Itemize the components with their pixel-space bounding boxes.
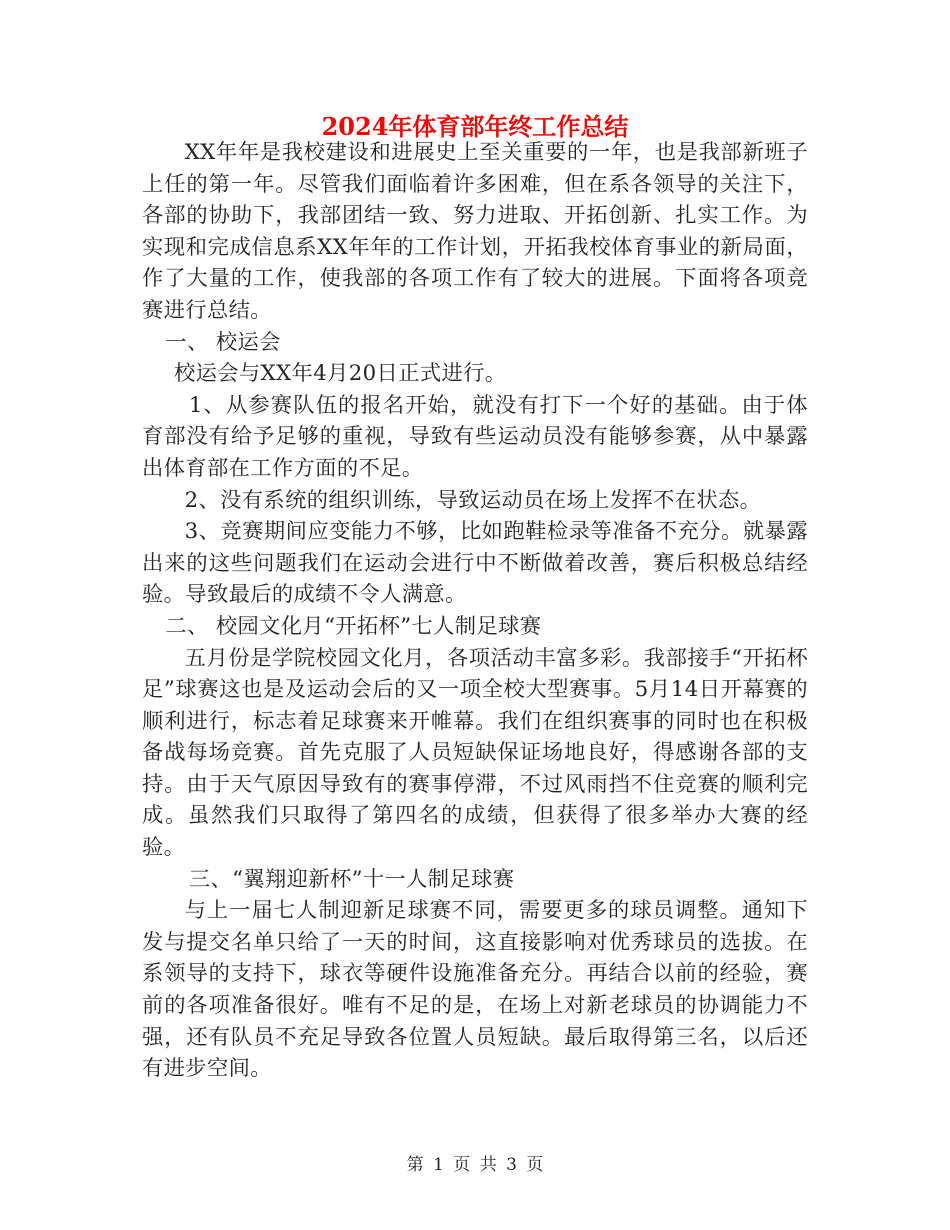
sports-meet-point-2: 2、没有系统的组织训练，导致运动员在场上发挥不在状态。 <box>184 487 762 513</box>
section-heading-football-11: 三、“翼翔迎新杯”十一人制足球赛 <box>188 866 515 892</box>
sports-meet-point-3: 3、竞赛期间应变能力不够，比如跑鞋检录等准备不充分。就暴露出来的这些问题我们在运动会进行中不断做着改善，赛后积极总结经验。导致最后的成绩不令人满意。 <box>142 519 808 608</box>
document-body <box>142 137 808 1085</box>
intro-paragraph: XX年年是我校建设和进展史上至关重要的一年，也是我部新班子上任的第一年。尽管我们面临着许多困难，但在系各领导的关注下，各部的协助下，我部团结一致、努力进取、开拓创新、扎实工作。为实现和完成信息系XX年年的工作计划，开拓我校体育事业的新局面，作了大量的工作，使我部的各项工作有了较大的进展。下面将各项竞赛进行总结。 <box>142 140 808 323</box>
football-7-paragraph: 五月份是学院校园文化月，各项活动丰富多彩。我部接手“开拓杯足”球赛这也是及运动会后的又一项全校大型赛事。5月14日开幕赛的顺利进行，标志着足球赛来开帷幕。我们在组织赛事的同时也在积极备战每场竞赛。首先克服了人员短缺保证场地良好，得感谢各部的支持。由于天气原因导致有的赛事停滞，不过风雨挡不住竞赛的顺利完成。虽然我们只取得了第四名的成绩，但获得了很多举办大赛的经验。 <box>142 645 808 861</box>
football-11-paragraph: 与上一届七人制迎新足球赛不同，需要更多的球员调整。通知下发与提交名单只给了一天的时间，这直接影响对优秀球员的选拔。在系领导的支持下，球衣等硬件设施准备充分。再结合以前的经验，赛前的各项准备很好。唯有不足的是，在场上对新老球员的协调能力不强，还有队员不充足导致各位置人员短缺。最后取得第三名，以后还有进步空间。 <box>142 898 808 1082</box>
section-heading-sports-meet: 一、 校运会 <box>165 329 281 355</box>
section-heading-football-7: 二、 校园文化月“开拓杯”七人制足球赛 <box>165 613 542 639</box>
document-title: 2024年体育部年终工作总结 <box>321 112 629 141</box>
sports-meet-date-paragraph: 校运会与XX年4月20日正式进行。 <box>173 361 507 387</box>
sports-meet-point-1: 1、从参赛队伍的报名开始，就没有打下一个好的基础。由于体育部没有给予足够的重视，导致有些运动员没有能够参赛，从中暴露出体育部在工作方面的不足。 <box>142 392 808 481</box>
page-number-footer: 第 1 页 共 3 页 <box>406 1155 544 1175</box>
